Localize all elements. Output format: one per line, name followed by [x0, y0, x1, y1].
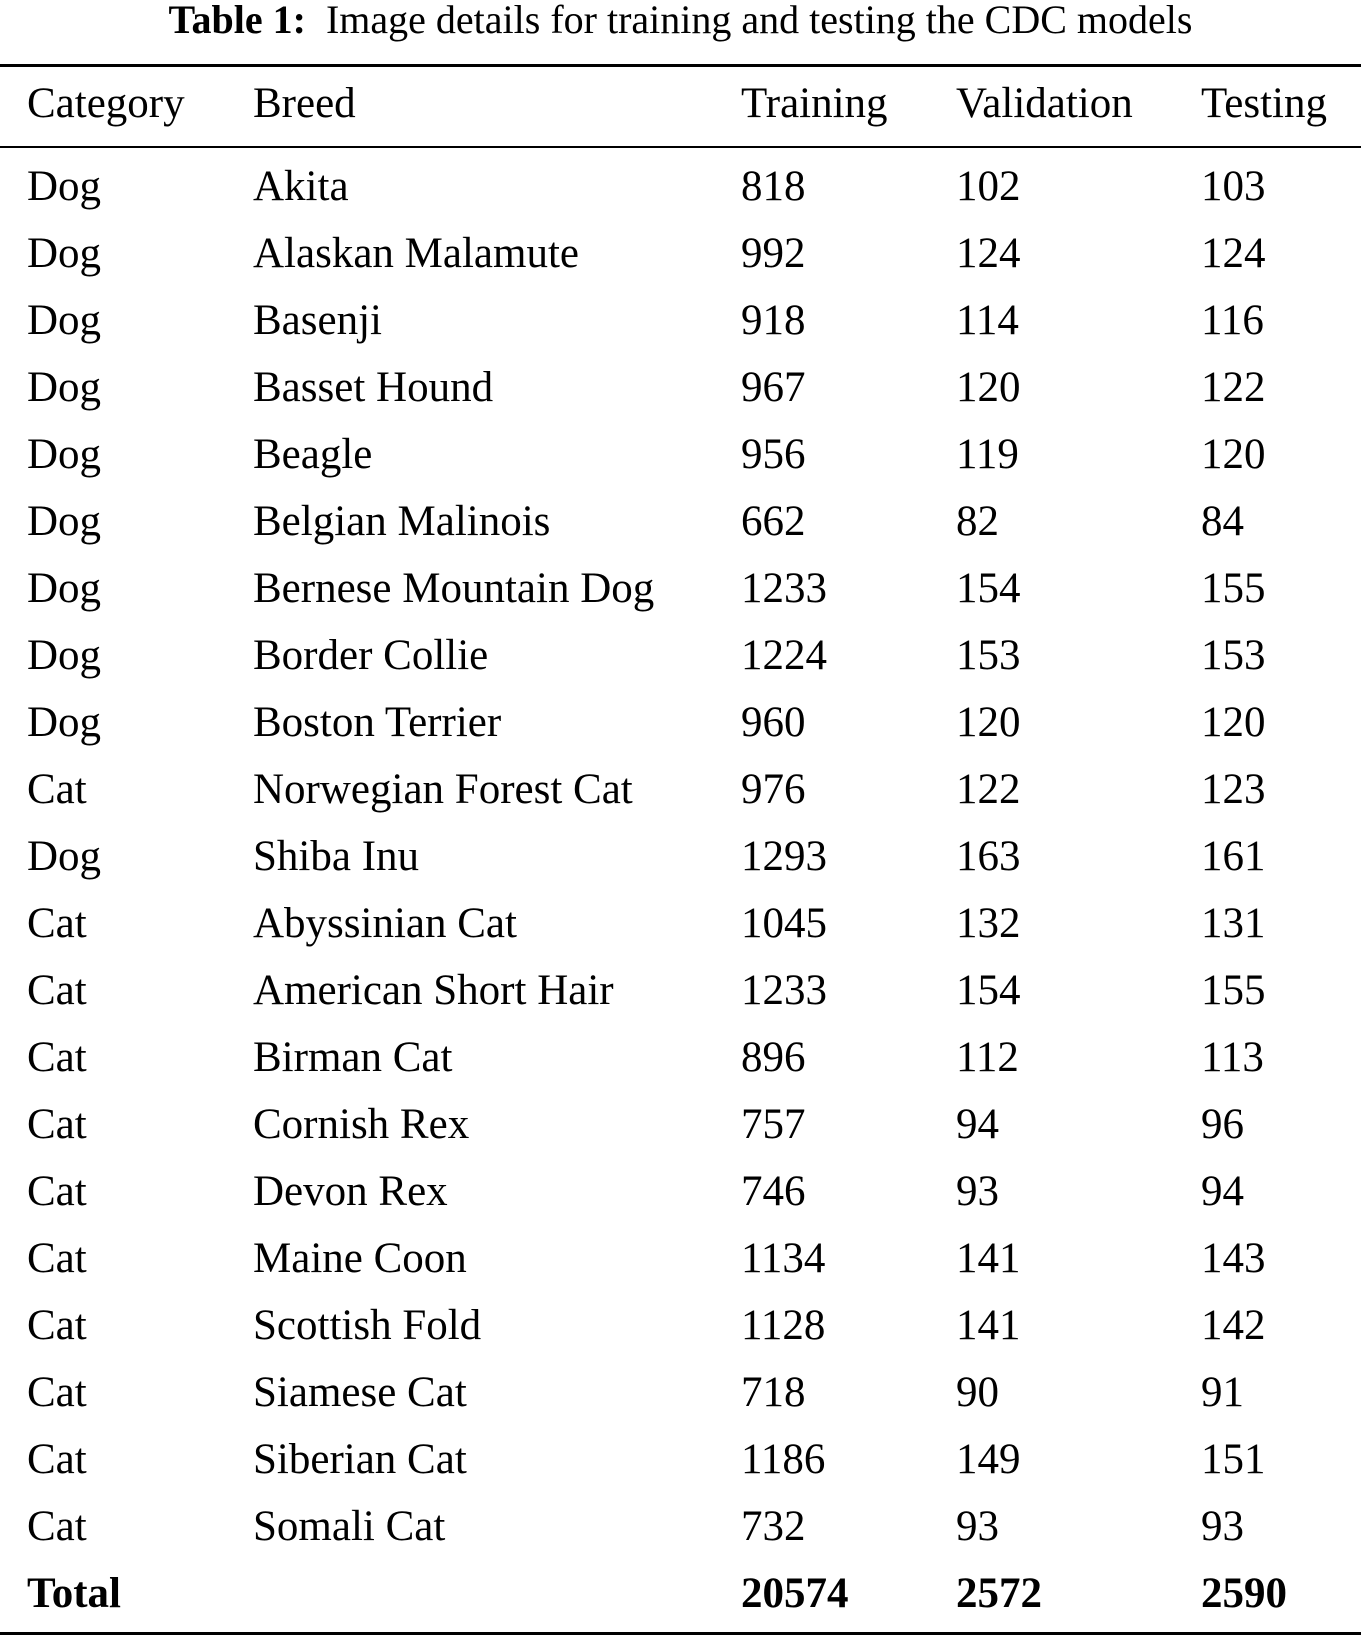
cell-training: 718 — [741, 1369, 806, 1416]
cell-testing: 155 — [1201, 565, 1266, 612]
cell-breed: Maine Coon — [253, 1235, 467, 1282]
table-caption — [0, 0, 1361, 44]
cell-testing: 91 — [1201, 1369, 1244, 1416]
cell-breed: Somali Cat — [253, 1503, 446, 1550]
table-row — [0, 689, 1361, 756]
cell-category: Dog — [27, 699, 102, 746]
cell-breed: Shiba Inu — [253, 833, 420, 880]
cell-testing: 93 — [1201, 1503, 1244, 1550]
cell-testing: 124 — [1201, 230, 1266, 277]
table-row — [0, 1091, 1361, 1158]
cell-category: Dog — [27, 364, 102, 411]
table-header-row — [0, 70, 1361, 137]
cell-breed: Bernese Mountain Dog — [253, 565, 655, 612]
cell-validation: 120 — [956, 364, 1021, 411]
cell-category: Dog — [27, 163, 102, 210]
cell-testing: 123 — [1201, 766, 1266, 813]
cell-testing: 131 — [1201, 900, 1266, 947]
cell-validation: 120 — [956, 699, 1021, 746]
cell-testing: 143 — [1201, 1235, 1266, 1282]
cell-validation: 153 — [956, 632, 1021, 679]
header-validation: Validation — [956, 80, 1133, 127]
caption-text: Image details for training and testing the CDC models — [325, 0, 1193, 42]
cell-category: Cat — [27, 1101, 87, 1148]
cell-validation: 154 — [956, 565, 1021, 612]
cell-validation: 154 — [956, 967, 1021, 1014]
cell-validation: 141 — [956, 1235, 1021, 1282]
cell-training: 757 — [741, 1101, 806, 1148]
header-rule — [0, 146, 1361, 148]
table-row — [0, 153, 1361, 220]
cell-testing: 155 — [1201, 967, 1266, 1014]
cell-training: 1233 — [741, 565, 827, 612]
table-row — [0, 1493, 1361, 1560]
cell-validation: 163 — [956, 833, 1021, 880]
total-testing: 2590 — [1201, 1570, 1287, 1617]
cell-category: Cat — [27, 1168, 87, 1215]
table-row — [0, 220, 1361, 287]
cell-breed: Basset Hound — [253, 364, 494, 411]
cell-breed: Birman Cat — [253, 1034, 453, 1081]
bottom-rule — [0, 1632, 1361, 1635]
cell-testing: 120 — [1201, 699, 1266, 746]
cell-testing: 96 — [1201, 1101, 1244, 1148]
table-row — [0, 1158, 1361, 1225]
top-rule — [0, 64, 1361, 67]
cell-training: 976 — [741, 766, 806, 813]
cell-category: Dog — [27, 833, 102, 880]
cell-breed: Abyssinian Cat — [253, 900, 517, 947]
table-row — [0, 957, 1361, 1024]
cell-testing: 142 — [1201, 1302, 1266, 1349]
cell-validation: 119 — [956, 431, 1019, 478]
cell-testing: 151 — [1201, 1436, 1266, 1483]
cell-training: 956 — [741, 431, 806, 478]
table-row — [0, 1359, 1361, 1426]
cell-training: 967 — [741, 364, 806, 411]
cell-validation: 93 — [956, 1503, 999, 1550]
cell-validation: 94 — [956, 1101, 999, 1148]
cell-validation: 93 — [956, 1168, 999, 1215]
total-validation: 2572 — [956, 1570, 1042, 1617]
cell-category: Cat — [27, 900, 87, 947]
cell-category: Dog — [27, 431, 102, 478]
cell-training: 1293 — [741, 833, 827, 880]
cell-category: Cat — [27, 1503, 87, 1550]
table-row — [0, 1024, 1361, 1091]
table-row — [0, 488, 1361, 555]
cell-training: 992 — [741, 230, 806, 277]
cell-category: Cat — [27, 1436, 87, 1483]
cell-validation: 112 — [956, 1034, 1019, 1081]
cell-breed: American Short Hair — [253, 967, 614, 1014]
header-training: Training — [741, 80, 888, 127]
cell-category: Cat — [27, 967, 87, 1014]
caption-label: Table 1: — [168, 0, 306, 42]
cell-breed: Devon Rex — [253, 1168, 448, 1215]
cell-training: 896 — [741, 1034, 806, 1081]
cell-training: 960 — [741, 699, 806, 746]
header-breed: Breed — [253, 80, 356, 127]
cell-validation: 82 — [956, 498, 999, 545]
table-row — [0, 622, 1361, 689]
cell-testing: 153 — [1201, 632, 1266, 679]
cell-breed: Cornish Rex — [253, 1101, 470, 1148]
cell-training: 1186 — [741, 1436, 826, 1483]
table-row — [0, 555, 1361, 622]
cell-breed: Border Collie — [253, 632, 489, 679]
cell-training: 1128 — [741, 1302, 826, 1349]
cell-category: Cat — [27, 1302, 87, 1349]
table-row — [0, 421, 1361, 488]
table-row — [0, 823, 1361, 890]
cell-category: Dog — [27, 632, 102, 679]
table-row — [0, 1225, 1361, 1292]
table-row — [0, 890, 1361, 957]
cell-breed: Belgian Malinois — [253, 498, 551, 545]
table-row — [0, 287, 1361, 354]
cell-category: Cat — [27, 1235, 87, 1282]
cell-breed: Alaskan Malamute — [253, 230, 579, 277]
cell-breed: Beagle — [253, 431, 373, 478]
cell-testing: 116 — [1201, 297, 1264, 344]
cell-testing: 84 — [1201, 498, 1244, 545]
cell-category: Dog — [27, 498, 102, 545]
cell-training: 746 — [741, 1168, 806, 1215]
cell-breed: Basenji — [253, 297, 382, 344]
cell-training: 1134 — [741, 1235, 826, 1282]
cell-training: 1045 — [741, 900, 827, 947]
cell-breed: Akita — [253, 163, 349, 210]
cell-validation: 132 — [956, 900, 1021, 947]
cell-training: 1224 — [741, 632, 827, 679]
cell-breed: Siberian Cat — [253, 1436, 467, 1483]
cell-validation: 122 — [956, 766, 1021, 813]
cell-validation: 141 — [956, 1302, 1021, 1349]
cell-breed: Scottish Fold — [253, 1302, 482, 1349]
total-training: 20574 — [741, 1570, 849, 1617]
cell-training: 732 — [741, 1503, 806, 1550]
cell-testing: 161 — [1201, 833, 1266, 880]
header-testing: Testing — [1201, 80, 1327, 127]
cell-validation: 114 — [956, 297, 1019, 344]
cell-testing: 120 — [1201, 431, 1266, 478]
table-row — [0, 1292, 1361, 1359]
cell-validation: 149 — [956, 1436, 1021, 1483]
cell-category: Cat — [27, 1369, 87, 1416]
cell-testing: 94 — [1201, 1168, 1244, 1215]
total-row — [0, 1560, 1361, 1627]
cell-category: Dog — [27, 297, 102, 344]
cell-category: Dog — [27, 230, 102, 277]
cell-testing: 113 — [1201, 1034, 1264, 1081]
cell-breed: Norwegian Forest Cat — [253, 766, 633, 813]
cell-breed: Siamese Cat — [253, 1369, 467, 1416]
cell-category: Cat — [27, 766, 87, 813]
cell-validation: 124 — [956, 230, 1021, 277]
cell-breed: Boston Terrier — [253, 699, 502, 746]
cell-training: 818 — [741, 163, 806, 210]
cell-testing: 122 — [1201, 364, 1266, 411]
table-row — [0, 756, 1361, 823]
cell-training: 662 — [741, 498, 806, 545]
cell-training: 918 — [741, 297, 806, 344]
table-row — [0, 1426, 1361, 1493]
cell-validation: 102 — [956, 163, 1021, 210]
cell-category: Cat — [27, 1034, 87, 1081]
cell-category: Dog — [27, 565, 102, 612]
total-label: Total — [27, 1570, 121, 1617]
header-category: Category — [27, 80, 185, 127]
cell-training: 1233 — [741, 967, 827, 1014]
table-row — [0, 354, 1361, 421]
cell-testing: 103 — [1201, 163, 1266, 210]
cell-validation: 90 — [956, 1369, 999, 1416]
